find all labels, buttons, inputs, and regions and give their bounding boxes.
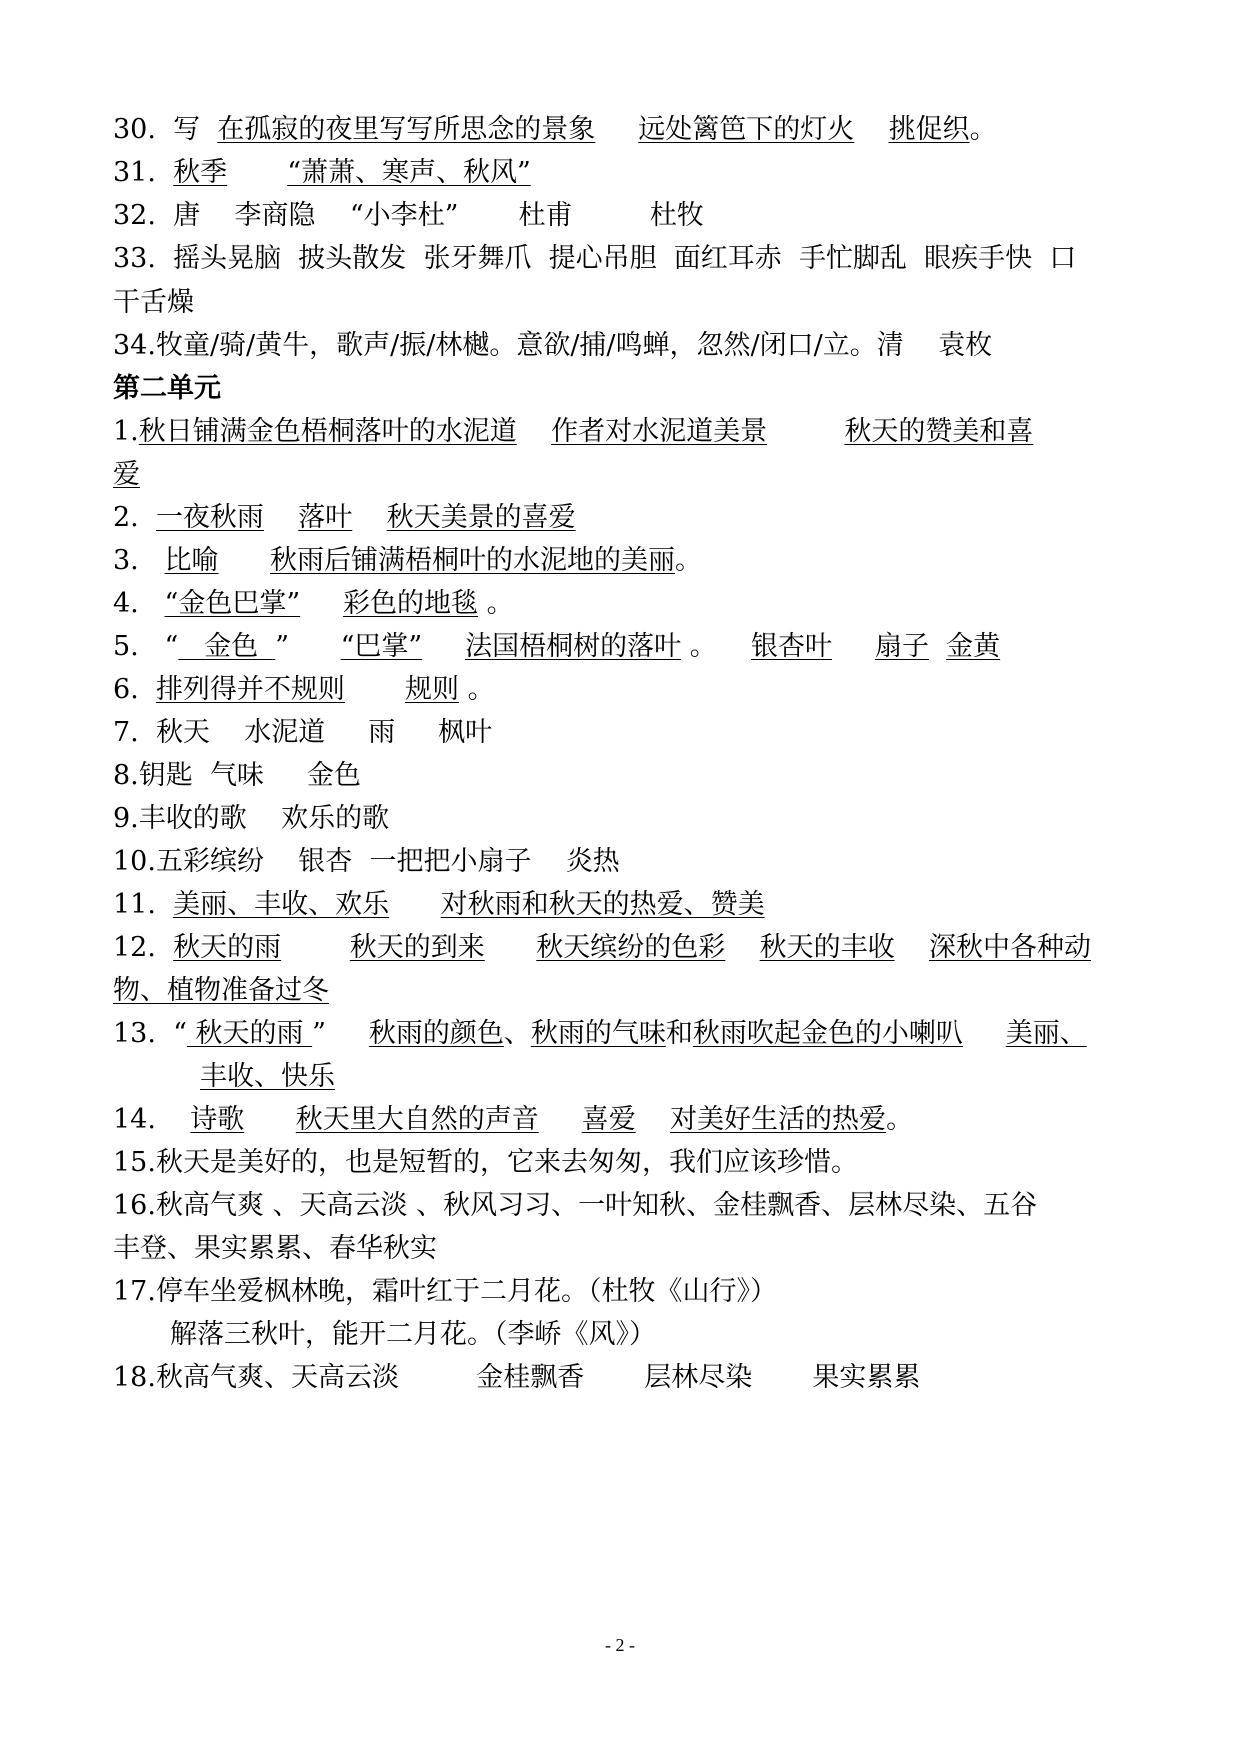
answer-u10: 10.五彩缤纷 银杏 一把把小扇子 炎热 bbox=[113, 846, 620, 877]
answer-32: 32. 唐 李商隐 “小李杜” 杜甫 杜牧 bbox=[113, 200, 704, 231]
answer-u9: 9.丰收的歌 欢乐的歌 bbox=[113, 803, 390, 834]
answer-u16: 16.秋高气爽 、天高云淡 、秋风习习、一叶知秋、金桂飘香、层林尽染、五谷 bbox=[113, 1190, 1038, 1221]
answer-u12-cont: 物、植物准备过冬 bbox=[113, 975, 329, 1006]
answer-u1-cont: 爱 bbox=[113, 459, 140, 490]
answer-34: 34.牧童/骑/黄牛，歌声/振/林樾。意欲/捕/鸣蝉，忽然/闭口/立。清 袁枚 bbox=[113, 330, 993, 361]
answer-u15: 15.秋天是美好的，也是短暂的，它来去匆匆，我们应该珍惜。 bbox=[113, 1147, 858, 1178]
answer-u1: 1.秋日铺满金色梧桐落叶的水泥道 作者对水泥道美景 秋天的赞美和喜 bbox=[113, 416, 1034, 447]
answer-u17-cont: 解落三秋叶，能开二月花。（李峤《风》） bbox=[170, 1319, 656, 1350]
answer-u13: 13. “ 秋天的雨 ” 秋雨的颜色、秋雨的气味和秋雨吹起金色的小喇叭 美丽、 bbox=[113, 1018, 1087, 1049]
answer-30: 30. 写 在孤寂的夜里写写所思念的景象 远处篱笆下的灯火 挑促织。 bbox=[113, 114, 997, 145]
answer-u17: 17.停车坐爱枫林晚，霜叶红于二月花。（杜牧《山行》） bbox=[113, 1276, 777, 1307]
answer-u18: 18.秋高气爽、天高云淡 金桂飘香 层林尽染 果实累累 bbox=[113, 1362, 921, 1393]
answer-u8: 8.钥匙 气味 金色 bbox=[113, 760, 361, 791]
answer-u4: 4. “金色巴掌” 彩色的地毯 。 bbox=[113, 588, 514, 619]
answer-u11: 11. 美丽、丰收、欢乐 对秋雨和秋天的热爱、赞美 bbox=[113, 889, 765, 920]
answer-u5: 5. “ 金色 ” “巴掌” 法国梧桐树的落叶 。 银杏叶 扇子 金黄 bbox=[113, 631, 1001, 662]
answer-31: 31. 秋季 “萧萧、寒声、秋风” bbox=[113, 157, 531, 188]
answer-u16-cont: 丰登、果实累累、春华秋实 bbox=[113, 1233, 437, 1264]
page-number: - 2 - bbox=[605, 1635, 635, 1655]
answer-u3: 3. 比喻 秋雨后铺满梧桐叶的水泥地的美丽。 bbox=[113, 545, 703, 576]
section-heading-unit-2: 第二单元 bbox=[113, 373, 221, 404]
answer-u7: 7. 秋天 水泥道 雨 枫叶 bbox=[113, 717, 493, 748]
answer-u6: 6. 排列得并不规则 规则 。 bbox=[113, 674, 495, 705]
answer-u13-cont: 丰收、快乐 bbox=[200, 1061, 335, 1092]
answer-u12: 12. 秋天的雨 秋天的到来 秋天缤纷的色彩 秋天的丰收 深秋中各种动 bbox=[113, 932, 1091, 963]
answer-u14: 14. 诗歌 秋天里大自然的声音 喜爱 对美好生活的热爱。 bbox=[113, 1104, 914, 1135]
answer-33-cont: 干舌燥 bbox=[113, 287, 194, 318]
answer-u2: 2. 一夜秋雨 落叶 秋天美景的喜爱 bbox=[113, 502, 576, 533]
answer-33: 33. 摇头晃脑 披头散发 张牙舞爪 提心吊胆 面红耳赤 手忙脚乱 眼疾手快 口 bbox=[113, 243, 1077, 274]
